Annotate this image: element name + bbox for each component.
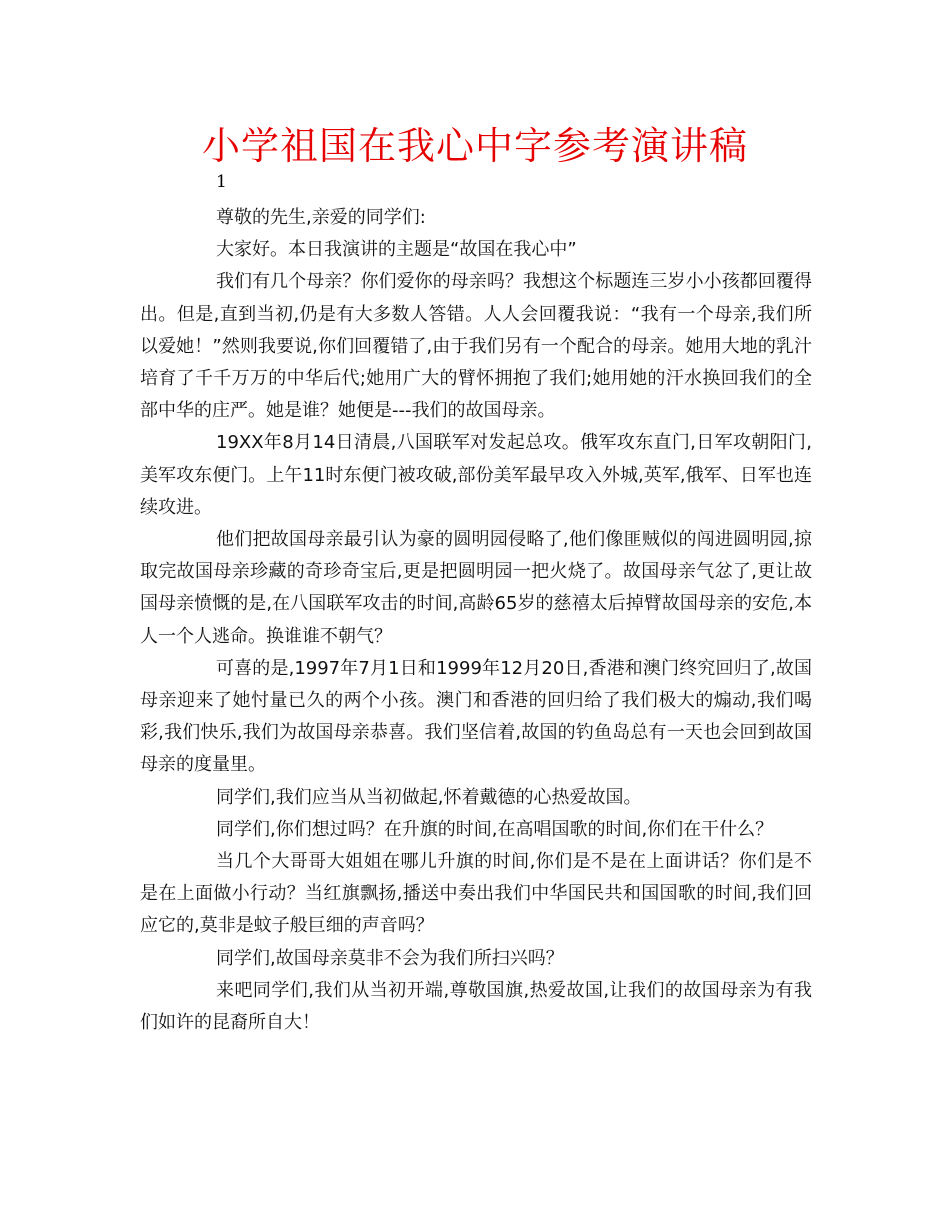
paragraph: 他们把故国母亲最引认为豪的圆明园侵略了,他们像匪贼似的闯进圆明园,掠取完故国母亲珍藏的奇珍奇宝后,更是把圆明园一把火烧了。故国母亲气忿了,更让故国母亲愤慨的是,在八国联军攻击的时间,高龄65岁的慈禧太后掉臂故国母亲的安危,本人一个人逃命。换谁谁不朝气？ [140, 529, 812, 647]
paragraph-closing: 来吧同学们,我们从当初开端,尊敬国旗,热爱故国,让我们的故国母亲为有我们如许的昆裔所自大！ [140, 979, 812, 1034]
paragraph-greeting: 尊敬的先生,亲爱的同学们: [216, 207, 426, 228]
document-title: 小学祖国在我心中字参考演讲稿 [201, 124, 748, 168]
paragraph: 当几个大哥哥大姐姐在哪儿升旗的时间,你们是不是在上面讲话？你们是不是在上面做小行动？当红旗飘扬,播送中奏出我们中华国民共和国国歌的时间,我们回应它的,莫非是蚊子般巨细的声音吗？ [140, 851, 812, 937]
paragraph-intro: 大家好。本日我演讲的主题是“故国在我心中” [216, 239, 577, 261]
paragraph: 同学们,我们应当从当初做起,怀着戴德的心热爱故国。 [216, 786, 642, 808]
paragraph: 可喜的是,1997年7月1日和1999年12月20日,香港和澳门终究回归了,故国母亲迎来了她忖量已久的两个小孩。澳门和香港的回归给了我们极大的煽动,我们喝彩,我们快乐,我们为故国母亲恭喜。我们坚信着,故国的钓鱼岛总有一天也会回到故国母亲的度量里。 [140, 657, 812, 776]
paragraph: 我们有几个母亲？你们爱你的母亲吗？我想这个标题连三岁小小孩都回覆得出。但是,直到当初,仍是有大多数人答错。人人会回覆我说：“我有一个母亲,我们所以爱她！”然则我要说,你们回覆错了,由于我们另有一个配合的母亲。她用大地的乳汁培育了千千万万的中华后代;她用广大的臂怀拥抱了我们;她用她的汗水换回我们的全部中华的庄严。她是谁？她便是---我们的故国母亲。 [140, 271, 812, 422]
section-number: 1 [216, 172, 227, 192]
paragraph: 同学们,故国母亲莫非不会为我们所扫兴吗？ [216, 947, 564, 969]
document-body [140, 202, 812, 1039]
paragraph: 同学们,你们想过吗？在升旗的时间,在高唱国歌的时间,你们在干什么？ [216, 818, 774, 840]
paragraph: 19XX年8月14日清晨,八国联军对发起总攻。俄军攻东直门,日军攻朝阳门,美军攻东便门。上午11时东便门被攻破,部份美军最早攻入外城,英军,俄军、日军也连续攻进。 [140, 432, 812, 518]
